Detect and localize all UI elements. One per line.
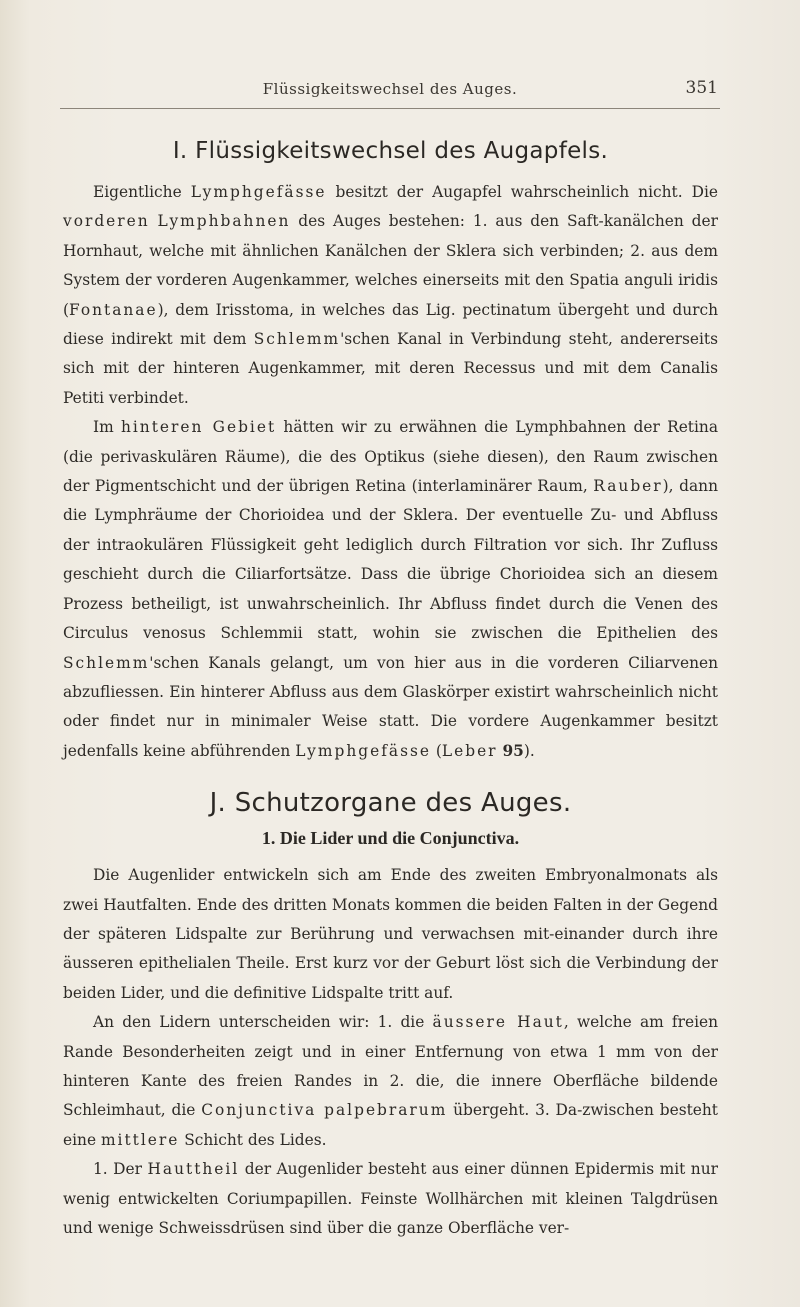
text-run: , welche am freien Rande Besonderheiten zeigt und in einer Entfernung von etwa 1 mm von der hinteren Kante des freien Randes in 2. die, die innere Oberfläche bildende Schleimhaut, die [63,1013,719,1120]
author-name: Rauber [593,477,663,496]
text-run: Schicht des Lides. [179,1130,327,1149]
spaced-term: Lymphbahnen [157,212,291,231]
section-heading-i: I. Flüssigkeitswechsel des Augapfels. [172,138,609,164]
text-run: 'schen Kanals gelangt, um von hier aus in die vorderen Ciliarvenen abzufliessen. Ein hinterer Abfluss aus dem Glaskörper existirt wahrscheinlich nicht oder findet nur in minimaler Weise statt. Die vordere Augenkammer besitzt jedenfalls keine abführenden [63,653,718,760]
spaced-term: hinteren Gebiet [120,418,277,437]
text-run: Eigentliche [93,183,191,201]
running-header [60,78,720,109]
author-name: Leber [441,741,498,760]
author-name: Fontanae [69,300,158,319]
text-run: besitzt der Augapfel wahrscheinlich nicht. Die [326,183,719,201]
author-name: Schlemm [63,653,150,672]
text-run: 'schen Kanal in Verbindung steht, andererseits sich mit der hinteren Augenkammer, mit deren Recessus und mit dem Canalis Petiti verbindet. [63,330,718,407]
text-run: ( [430,741,442,760]
section-heading-j: J. Schutzorgane des Auges. [209,788,572,819]
text-run [150,212,158,230]
text-run: An den Lidern unterscheiden wir: 1. die [93,1013,433,1032]
text-run: Im [93,418,121,437]
reference-number: 95 [502,741,524,760]
paragraph-posterior-region [63,413,718,766]
paragraph-lymph-vessels [63,178,718,413]
text-run: 1. Der [93,1160,148,1179]
running-title: Flüssigkeitswechsel des Auges. [262,80,518,98]
spaced-term: äussere Haut [432,1013,564,1032]
spaced-term: Conjunctiva palpebrarum [201,1101,448,1120]
paragraph-eyelid-development: Die Augenlider entwickeln sich am Ende des zweiten Embryonalmonats als zwei Hautfalten. Ende des dritten Monats kommen die beiden Falten in der Gegend der späteren Lidspalte zur Berührung und verwachsen mit-einander durch ihre äusseren epithelialen Theile. Erst kurz vor der Geburt löst sich die Verbindung der beiden Lider, und die definitive Lidspalte tritt auf. [63,866,718,1002]
page-number: 351 [685,78,718,98]
text-run: übergeht. 3. Da-zwischen besteht eine [63,1101,718,1149]
paragraph-eyelid-layers [63,1008,718,1155]
text-run: hätten wir zu erwähnen die Lymphbahnen der Retina (die perivaskulären Räume), die des Optikus (siehe diesen), den Raum zwischen der Pigmentschicht und der übrigen Retina (interlaminärer Raum, [63,418,718,496]
text-run: ). [523,741,535,760]
spaced-term: Lymphgefässe [190,183,327,201]
subsection-heading: 1. Die Lider und die Conjunctiva. [261,828,520,849]
spaced-term: mittlere [100,1130,180,1149]
text-run: ), dann die Lymphräume der Chorioidea und der Sklera. Der eventuelle Zu- und Abfluss der intraokulären Flüssigkeit geht lediglich durch Filtration vor sich. Ihr Zufluss geschieht durch die Ciliarfortsätze. Dass die übrige Chorioidea sich an diesem Prozess betheiligt, ist unwahrscheinlich. Ihr Abfluss findet durch die Venen des Circulus venosus Schlemmii statt, wohin sie zwischen die Epithelien des [63,477,718,643]
spaced-term: vorderen [63,212,150,231]
text-run: des Auges bestehen: 1. aus den Saft-kanälchen der Hornhaut, welche mit ähnlichen Kanälchen der Sklera sich verbinden; 2. aus dem System der vorderen Augenkammer, welches einerseits mit den Spatia anguli iridis ( [63,212,718,319]
spaced-term: Hauttheil [147,1160,240,1179]
spaced-term: Lymphgefässe [295,741,431,760]
paragraph-skin-part [63,1155,718,1243]
author-name: Schlemm [253,330,341,349]
page-content [63,128,718,1243]
text-run: der Augenlider besteht aus einer dünnen Epidermis mit nur wenig entwickelten Coriumpapillen. Feinste Wollhärchen mit kleinen Talgdrüsen und wenige Schweissdrüsen sind über die ganze Oberfläche ver- [63,1160,718,1237]
text-run: ), dem Irisstoma, in welches das Lig. pectinatum übergeht und durch diese indirekt mit dem [63,300,718,349]
